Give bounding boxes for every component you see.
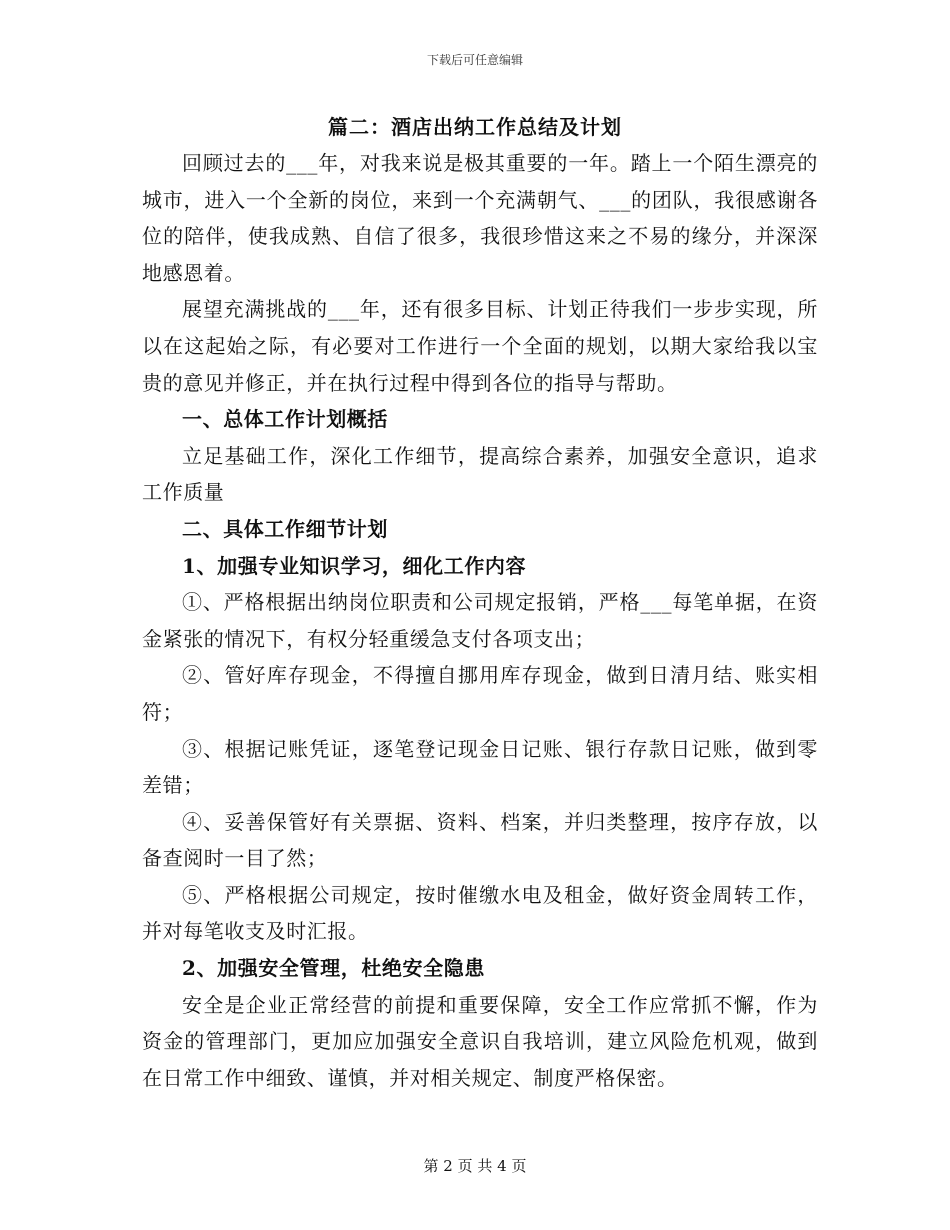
paragraph-safety: 安全是企业正常经营的前提和重要保障，安全工作应常抓不懈，作为资金的管理部门，更加应加强安全意识自我培训，建立风险危机观，做到在日常工作中细致、谨慎，并对相关规定、制度严格保密。: [142, 992, 818, 1090]
paragraph-outlook: 展望充满挑战的___年，还有很多目标、计划正待我们一步步实现，所以在这起始之际，有必要对工作进行一个全面的规划，以期大家给我以宝贵的意见并修正，并在执行过程中得到各位的指导与帮助。: [142, 297, 818, 395]
page-number: 第 2 页 共 4 页: [423, 1157, 527, 1175]
subsection-heading-safety: 2、加强安全管理，杜绝安全隐患: [182, 956, 485, 981]
list-item-5: ⑤、严格根据公司规定，按时催缴水电及租金，做好资金周转工作，并对每笔收支及时汇报。: [142, 882, 818, 944]
section-heading-detail-plan: 二、具体工作细节计划: [182, 516, 388, 541]
document-body: [142, 145, 818, 1096]
subsection-heading-knowledge: 1、加强专业知识学习，细化工作内容: [182, 553, 527, 578]
list-item-4: ④、妥善保管好有关票据、资料、档案，并归类整理，按序存放，以备查阅时一目了然；: [142, 809, 818, 871]
page-header-note: 下载后可任意编辑: [426, 53, 523, 67]
list-item-2: ②、管好库存现金，不得擅自挪用库存现金，做到日清月结、账实相符；: [142, 663, 818, 724]
paragraph-review: 回顾过去的___年，对我来说是极其重要的一年。踏上一个陌生漂亮的城市，进入一个全新的岗位，来到一个充满朝气、___的团队，我很感谢各位的陪伴，使我成熟、自信了很多，我很珍惜这来之不易的缘分，并深深地感恩着。: [142, 151, 818, 285]
paragraph-overall-plan: 立足基础工作，深化工作细节，提高综合素养，加强安全意识，追求工作质量: [142, 443, 818, 505]
list-item-3: ③、根据记账凭证，逐笔登记现金日记账、银行存款日记账，做到零差错；: [142, 736, 818, 798]
document-title: 篇二：酒店出纳工作总结及计划: [328, 115, 622, 139]
section-heading-overall-plan: 一、总体工作计划概括: [182, 407, 388, 432]
list-item-1: ①、严格根据出纳岗位职责和公司规定报销，严格___每笔单据，在资金紧张的情况下，有权分轻重缓急支付各项支出；: [142, 590, 818, 651]
